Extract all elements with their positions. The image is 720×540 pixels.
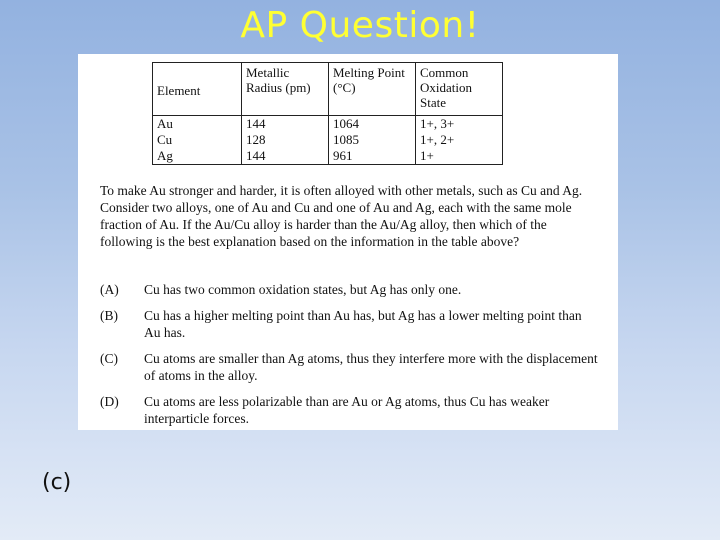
option-letter: (C) [100, 351, 118, 366]
cell-radius: 144 [242, 116, 329, 133]
option-a[interactable] [100, 281, 600, 298]
header-metallic-radius: Metallic Radius (pm) [242, 63, 329, 116]
option-letter: (A) [100, 282, 119, 297]
cell-element: Ag [153, 148, 242, 165]
question-text: To make Au stronger and harder, it is often alloyed with other metals, such as Cu and Ag. Consider two alloys, one of Au and Cu and one of Au and Ag, each with the same mole fraction of Au. If the Au/Cu alloy is harder than the Au/Ag alloy, then which of the following is the best explanation based on the information in the table above? [100, 183, 583, 249]
option-text: Cu has a higher melting point than Au has, but Ag has a lower melting point than Au has. [144, 308, 582, 340]
option-letter: (B) [100, 308, 118, 323]
cell-melting-point: 1064 [329, 116, 416, 133]
properties-table [152, 62, 503, 165]
option-text: Cu atoms are smaller than Ag atoms, thus they interfere more with the displacement of atoms in the alloy. [144, 351, 598, 383]
option-b[interactable] [100, 307, 600, 341]
table-row [153, 132, 503, 148]
option-c[interactable] [100, 350, 600, 384]
cell-melting-point: 1085 [329, 132, 416, 148]
option-d[interactable] [100, 393, 600, 427]
cell-oxidation-state: 1+ [416, 148, 503, 165]
cell-element: Cu [153, 132, 242, 148]
table-row [153, 116, 503, 133]
cell-radius: 144 [242, 148, 329, 165]
cell-oxidation-state: 1+, 2+ [416, 132, 503, 148]
table-row [153, 148, 503, 165]
option-letter: (D) [100, 394, 119, 409]
option-text: Cu atoms are less polarizable than are Au or Ag atoms, thus Cu has weaker interparticle forces. [144, 394, 550, 426]
question-panel [78, 54, 618, 430]
answer-options [100, 281, 600, 436]
slide-title: AP Question! [240, 5, 480, 46]
header-oxidation-state: Common Oxidation State [416, 63, 503, 116]
header-element: Element [153, 63, 242, 116]
table-header-row [153, 63, 503, 116]
option-text: Cu has two common oxidation states, but Ag has only one. [144, 282, 462, 297]
cell-melting-point: 961 [329, 148, 416, 165]
answer-text: (c) [42, 470, 72, 495]
cell-element: Au [153, 116, 242, 133]
header-melting-point: Melting Point (°C) [329, 63, 416, 116]
cell-radius: 128 [242, 132, 329, 148]
cell-oxidation-state: 1+, 3+ [416, 116, 503, 133]
